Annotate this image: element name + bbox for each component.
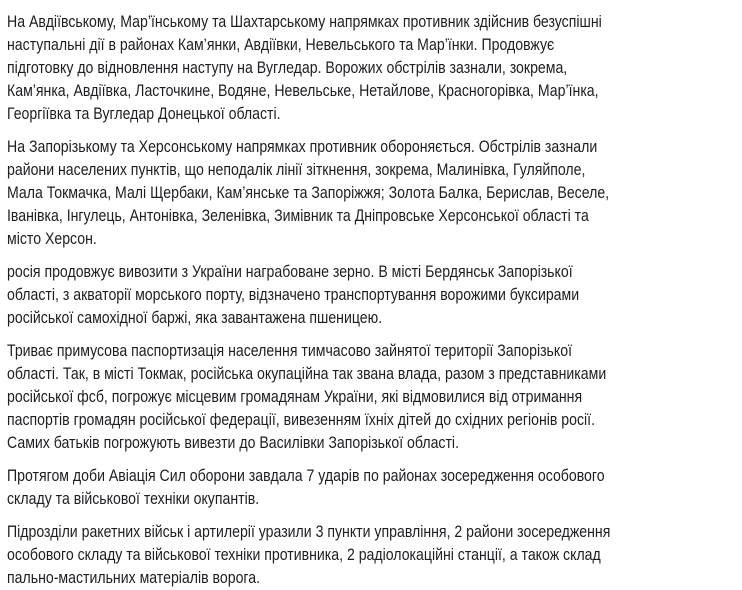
- paragraph: [7, 340, 742, 455]
- text-line: Самих батьків погрожують вивезти до Василівки Запорізької області.: [7, 434, 459, 452]
- text-line: Протягом доби Авіація Сил оборони завдала 7 ударів по районах зосередження особового: [7, 467, 605, 485]
- text-line: Підрозділи ракетних військ і артилерії уразили 3 пункти управління, 2 райони зосередження: [7, 523, 611, 541]
- paragraph: [7, 521, 742, 590]
- text-line: області. Так, в місті Токмак, російська окупаційна так звана влада, разом з представниками: [7, 365, 607, 383]
- text-line: складу та військової техніки окупантів.: [7, 490, 260, 508]
- paragraph: [7, 11, 742, 126]
- text-line: паспортів громадян російської федерації, вивезенням їхніх дітей до східних регіонів росії.: [7, 411, 596, 429]
- text-line: російської самохідної баржі, яка завантажена пшеницею.: [7, 309, 383, 327]
- text-line: На Запорізькому та Херсонському напрямках противник обороняється. Обстрілів зазнали: [7, 138, 598, 156]
- paragraph: [7, 136, 742, 251]
- text-line: Триває примусова паспортизація населення тимчасово зайнятої території Запорізької: [7, 342, 573, 360]
- text-line: особового складу та військової техніки противника, 2 радіолокаційні станції, а також склад: [7, 546, 601, 564]
- text-line: росія продовжує вивозити з України награбоване зерно. В місті Бердянськ Запорізької: [7, 263, 573, 281]
- text-line: Кам’янка, Авдіївка, Ласточкине, Водяне, Невельське, Нетайлове, Красногорівка, Мар’їнка,: [7, 82, 599, 100]
- text-line: Мала Токмачка, Малі Щербаки, Кам’янське та Запоріжжя; Золота Балка, Берислав, Веселе,: [7, 184, 610, 202]
- text-line: області, з акваторії морського порту, відзначено транспортування ворожими буксирами: [7, 286, 580, 304]
- paragraph: [7, 261, 742, 330]
- text-line: На Авдіївському, Мар’їнському та Шахтарському напрямках противник здійснив безуспішні: [7, 13, 602, 31]
- text-line: райони населених пунктів, що неподалік лінії зіткнення, зокрема, Малинівка, Гуляйполе,: [7, 161, 586, 179]
- text-line: пально-мастильних матеріалів ворога.: [7, 569, 261, 587]
- text-line: наступальні дії в районах Кам’янки, Авдіївки, Невельського та Мар’їнки. Продовжує: [7, 36, 555, 54]
- text-line: підготовку до відновлення наступу на Вугледар. Ворожих обстрілів зазнали, зокрема,: [7, 59, 568, 77]
- text-line: Георгіївка та Вугледар Донецької області.: [7, 105, 281, 123]
- text-line: місто Херсон.: [7, 230, 97, 248]
- text-line: російської фсб, погрожує місцевим громадянам України, які відмовилися від отримання: [7, 388, 583, 406]
- text-line: Іванівка, Інгулець, Антонівка, Зеленівка, Зимівник та Дніпровське Херсонської області та: [7, 207, 589, 225]
- paragraph: [7, 465, 742, 511]
